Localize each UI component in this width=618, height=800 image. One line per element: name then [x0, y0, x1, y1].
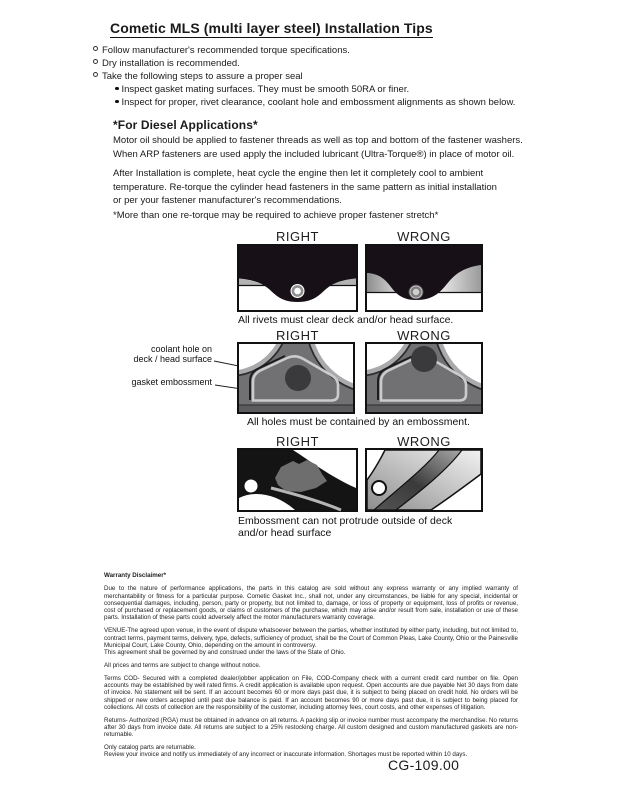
wrong-label: WRONG	[397, 229, 451, 244]
coolant-hole-label	[90, 345, 212, 364]
text-line: Returns- Authorized (RGA) must be obtained in advance on all returns. A packing slip or invoice number must accompany the merchandise. No returns after 30 days from invoice date. All returns are subject to a 25% restocking charge. All custom designed and custom manufactured gaskets are non-returnable.	[104, 716, 518, 739]
gasket-embossment-label: gasket embossment	[131, 377, 212, 387]
text-line: temperature. Re-torque the cylinder head fasteners in the same pattern as initial installation	[113, 181, 497, 193]
bullet-icon	[115, 100, 119, 104]
warranty-paragraph	[104, 627, 518, 656]
text-line: Motor oil should be applied to fastener threads as well as top and bottom of the fastener washers.	[113, 135, 523, 146]
text-line: coolant hole on	[150, 344, 212, 354]
text-line: All prices and terms are subject to change without notice.	[104, 661, 261, 669]
list-item	[93, 70, 515, 83]
deck-right-diagram	[237, 448, 358, 512]
figure-caption: All holes must be contained by an embossment.	[247, 416, 470, 428]
figure-embossment-wrong	[365, 342, 483, 414]
right-label: RIGHT	[276, 229, 319, 244]
text-line: Only catalog parts are returnable.	[104, 744, 196, 752]
text-line: Embossment can not protrude outside of deck	[238, 515, 453, 527]
right-label: RIGHT	[276, 328, 319, 343]
document-number: CG-109.00	[388, 757, 460, 773]
warranty-heading: Warranty Disclaimer*	[104, 572, 167, 579]
bullet-icon	[93, 72, 98, 77]
figure-embossment-right	[237, 342, 355, 414]
text-line: or per your fastener manufacturer's recommendations.	[113, 195, 342, 206]
diesel-paragraph-2	[113, 167, 497, 208]
list-item	[93, 44, 515, 57]
list-item	[93, 83, 515, 96]
tip-text: Inspect for proper, rivet clearance, coolant hole and embossment alignments as shown below.	[121, 97, 516, 108]
diesel-paragraph-1	[113, 134, 523, 161]
text-line: and/or head surface	[238, 527, 332, 539]
embossment-right-diagram	[237, 342, 355, 414]
rivet-right-diagram	[237, 244, 358, 312]
bullet-icon	[93, 59, 98, 64]
figure-caption	[238, 515, 452, 539]
diesel-heading: *For Diesel Applications*	[113, 118, 258, 132]
deck-wrong-diagram	[365, 448, 483, 512]
figure-rivet-wrong	[365, 244, 483, 312]
tip-text: Take the following steps to assure a proper seal	[102, 71, 303, 82]
text-line: When ARP fasteners are used apply the included lubricant (Ultra-Torque®) in place of motor oil.	[113, 148, 515, 160]
text-line: Due to the nature of performance applications, the parts in this catalog are sold without any express warranty or any implied warranty of merchantability or fitness for a particular purpose. Cometic Gasket Inc., shall not, under any circumstances, be liable for any special, incidental or consequential damages, including, person, party or property, but not limited to, damage, or loss of property or equipment, loss of profits or revenue, cost of purchased or replacement goods, or claims of customers of the purchase, which may arise and/or result from sale, installation or use of these parts. Installation of these parts could adversely affect the motor manufacturers warranty coverage.	[104, 585, 518, 622]
warranty-paragraph	[104, 675, 518, 711]
installation-tips-list	[93, 44, 515, 109]
text-line: deck / head surface	[133, 353, 212, 364]
warranty-paragraph	[104, 585, 518, 621]
list-item	[93, 57, 515, 70]
text-line: This agreement shall be governed by and construed under the laws of the State of Ohio.	[104, 649, 346, 657]
text-line: VENUE-The agreed upon venue, in the event of dispute whatsoever between the parties, whether instituted by either party, including, but not limited to, contract terms, payment terms, delivery, type, defects, sufficiency of product, shall be the Court of Common Pleas, Lake County, Ohio or the Painesville Municipal Court, Lake County, Ohio, depending on the amount in controversy.	[104, 627, 518, 649]
wrong-label: WRONG	[397, 434, 451, 449]
figure-deck-right	[237, 448, 358, 512]
tip-text: Follow manufacturer's recommended torque specifications.	[102, 45, 350, 56]
page-title: Cometic MLS (multi layer steel) Installation Tips	[110, 20, 433, 36]
figure-rivet-right	[237, 244, 358, 312]
figure-caption: All rivets must clear deck and/or head surface.	[238, 314, 454, 326]
warranty-paragraph	[104, 717, 518, 739]
embossment-wrong-diagram	[365, 342, 483, 414]
retorque-note: *More than one re-torque may be required to achieve proper fastener stretch*	[113, 210, 439, 221]
warranty-paragraph	[104, 662, 518, 669]
text-line: Review your invoice and notify us immediately of any incorrect or inaccurate information. Shortages must be reported within 10 days.	[104, 751, 468, 759]
warranty-disclaimer	[104, 572, 518, 764]
bullet-icon	[115, 87, 119, 91]
right-label: RIGHT	[276, 434, 319, 449]
text-line: Terms COD- Secured with a completed dealer/jobber application on File, COD-Company check with a current credit card number on file. Open accounts may be established by well rated firms. A credit application is available upon request. Open accounts are due payable Net 30 days from date of invoice. No statement will be sent. If an account becomes 60 or more days past due, it is subject to being placed on credit hold. No orders will be shipped or new orders accepted until past due balance is paid. If an account becomes 90 or more days past due, it is subject to being placed for collections. All costs of collection are the responsibility of the customer, including attorney fees, court costs, and other expenses of litigation.	[104, 674, 518, 711]
tip-text: Dry installation is recommended.	[102, 58, 240, 69]
wrong-label: WRONG	[397, 328, 451, 343]
rivet-wrong-diagram	[365, 244, 483, 312]
bullet-icon	[93, 46, 98, 51]
figure-deck-wrong	[365, 448, 483, 512]
tip-text: Inspect gasket mating surfaces. They must be smooth 50RA or finer.	[121, 84, 410, 95]
list-item	[93, 96, 515, 109]
text-line: After Installation is complete, heat cycle the engine then let it completely cool to ambient	[113, 168, 484, 179]
